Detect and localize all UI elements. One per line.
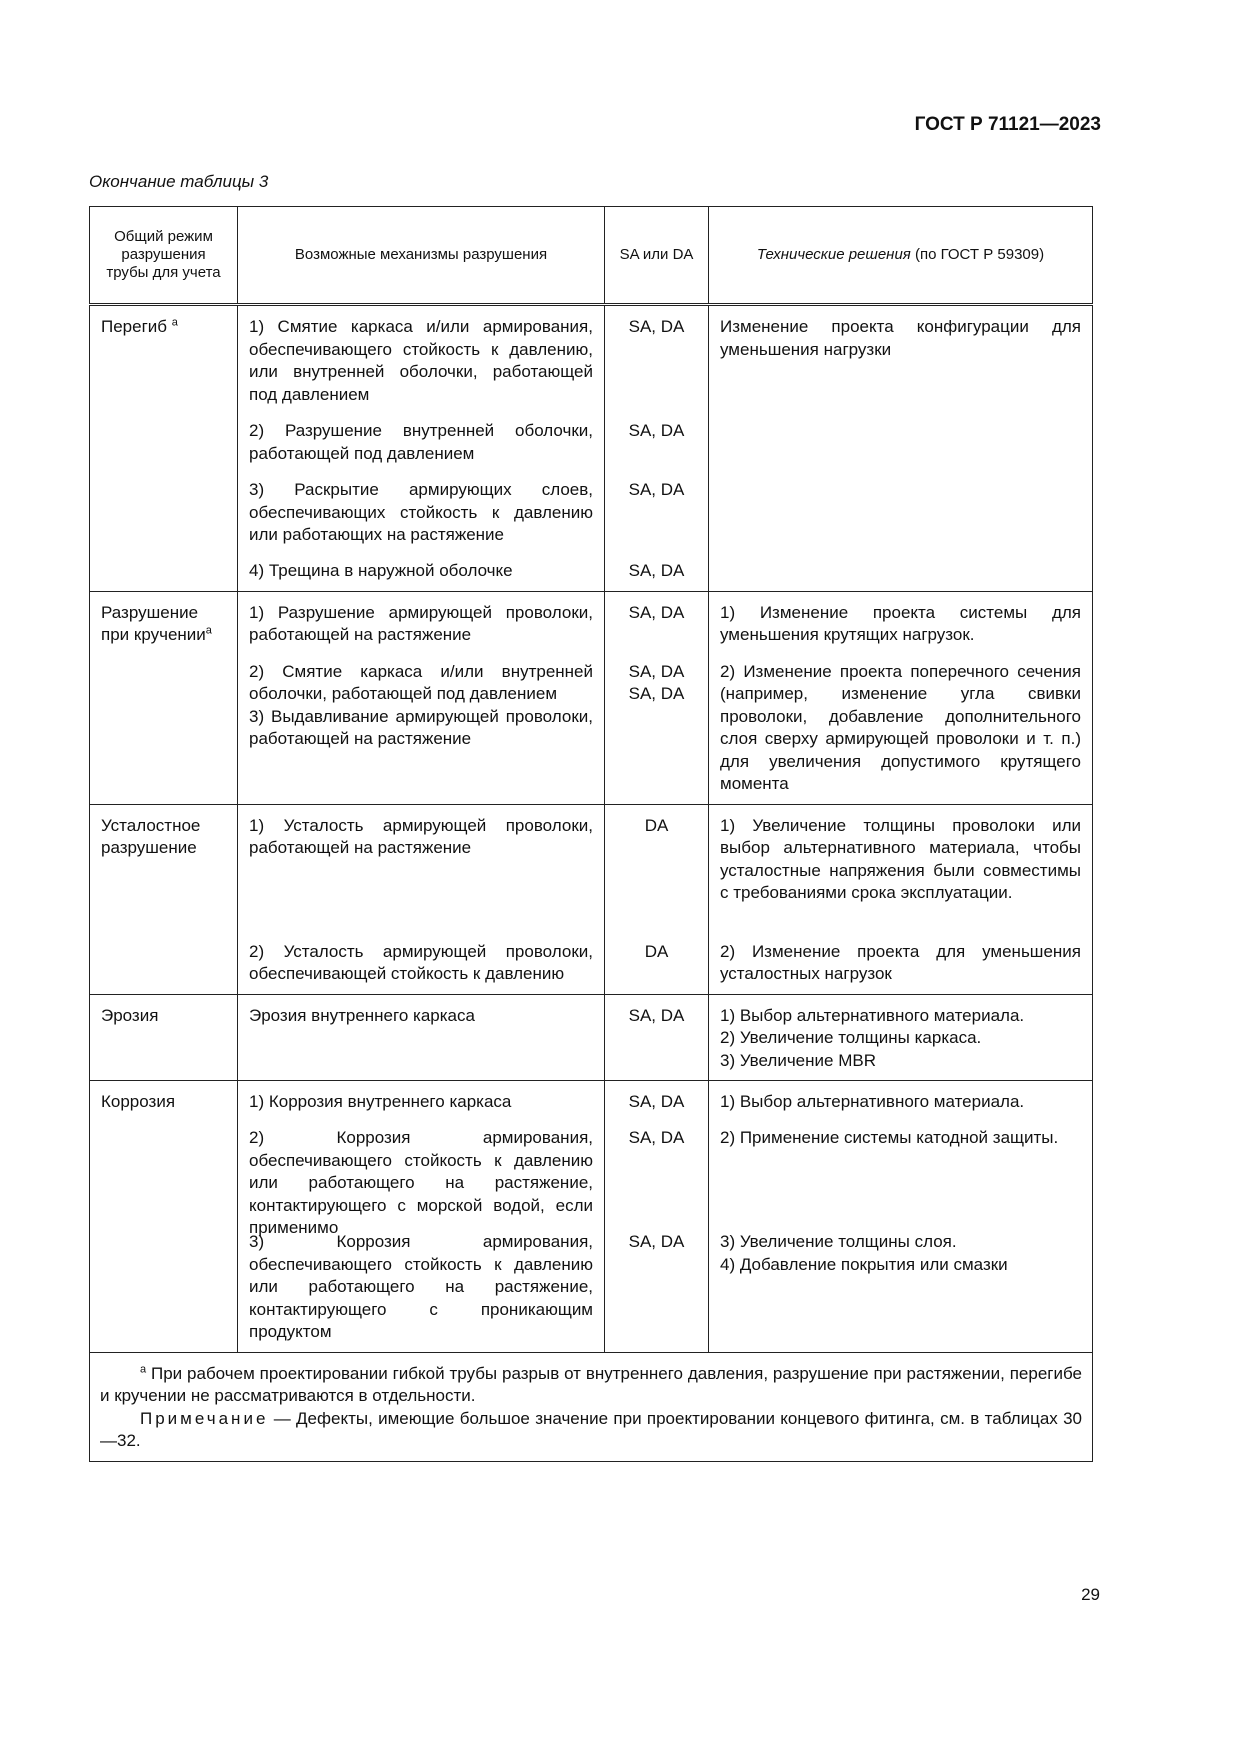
mechanism-item: 2) Разрушение внутренней оболочки, работающей под давлением: [249, 421, 593, 463]
solutions-cell: [709, 591, 1093, 804]
mode-cell: [90, 994, 238, 1081]
sa-da-value: SA, DA: [628, 480, 685, 499]
sa-da-value: SA, DA: [628, 1232, 685, 1251]
mechanism-item: 1) Коррозия внутреннего каркаса: [249, 1092, 512, 1111]
table-row-bending: [90, 305, 1093, 592]
table-header-row: [90, 207, 1093, 305]
solution-item: 2) Изменение проекта поперечного сечения (например, изменение угла свивки проволоки, добавление дополнительного слоя сверху армирующей проволоки и т. п.) для увеличения допустимого крутящего момента: [720, 661, 1081, 793]
document-code: ГОСТ Р 71121—2023: [914, 114, 1101, 135]
solutions-cell: [709, 1081, 1093, 1353]
sa-da-value: SA, DA: [628, 1092, 685, 1111]
solution-item: Изменение проекта конфигурации для уменьшения нагрузки: [720, 317, 1081, 359]
solution-item: 3) Увеличение толщины слоя.: [720, 1232, 957, 1251]
header-mode: Общий режим разрушения трубы для учета: [90, 207, 238, 305]
sa-da-value: SA, DA: [628, 602, 685, 622]
table-caption: Окончание таблицы 3: [89, 172, 269, 191]
mechanisms-cell: [238, 305, 605, 592]
solution-item: 1) Выбор альтернативного материала.: [720, 1005, 1025, 1025]
sa-da-value: SA, DA: [628, 1128, 685, 1147]
solution-item: 1) Выбор альтернативного материала.: [720, 1092, 1025, 1111]
mechanism-item: 1) Усталость армирующей проволоки, работающей на растяжение: [249, 815, 593, 857]
footnote-marker: a: [205, 624, 212, 637]
sa-da-value: SA, DA: [628, 661, 685, 681]
solution-item: 1) Изменение проекта системы для уменьшения крутящих нагрузок.: [720, 602, 1081, 644]
header-solutions-ref: (по ГОСТ Р 59309): [914, 246, 1045, 263]
table-notes-row: [90, 1352, 1093, 1461]
sa-da-cell: [605, 804, 709, 994]
mode-cell: [90, 591, 238, 804]
solution-item: 2) Применение системы катодной защиты.: [720, 1128, 1059, 1147]
sa-da-value: SA, DA: [628, 561, 685, 580]
note-text: — Дефекты, имеющие большое значение при проектировании концевого фитинга, см. в таблицах 30—32.: [100, 1408, 1082, 1450]
solution-item: 4) Добавление покрытия или смазки: [720, 1254, 1008, 1274]
footnote: [100, 1363, 1082, 1408]
mode-cell: [90, 305, 238, 592]
mechanism-item: 1) Смятие каркаса и/или армирования, обеспечивающего стойкость к давлению, или внутренней оболочки, работающей под давлением: [249, 317, 593, 404]
table-row-erosion: [90, 994, 1093, 1081]
sa-da-value: SA, DA: [628, 421, 685, 440]
mechanisms-cell: [238, 591, 605, 804]
mode-label: Перегиб: [101, 317, 168, 336]
mechanism-item: 3) Раскрытие армирующих слоев, обеспечивающих стойкость к давлению или работающих на растяжение: [249, 480, 593, 544]
solution-item: 1) Увеличение толщины проволоки или выбор альтернативного материала, чтобы усталостные напряжения были совместимы с требованиями срока эксплуатации.: [720, 815, 1081, 902]
header-sa-da: SA или DA: [605, 207, 709, 305]
mechanism-item: 2) Смятие каркаса и/или внутренней оболочки, работающей под давлением: [249, 661, 593, 703]
solutions-cell: [709, 804, 1093, 994]
sa-da-cell: [605, 1081, 709, 1353]
table-row-fatigue: [90, 804, 1093, 994]
footnote-marker: a: [171, 316, 178, 329]
mode-cell: [90, 804, 238, 994]
header-mechanisms: Возможные механизмы разрушения: [238, 207, 605, 305]
sa-da-cell: [605, 305, 709, 592]
footnote-text: При рабочем проектировании гибкой трубы разрыв от внутреннего давления, разрушение при растяжении, перегибе и кручении не рассматриваются в отдельности.: [100, 1363, 1082, 1405]
mechanisms-cell: [238, 1081, 605, 1353]
mechanisms-cell: [238, 804, 605, 994]
sa-da-value: DA: [644, 941, 669, 961]
header-solutions: [709, 207, 1093, 305]
note-label: Примечание: [140, 1408, 269, 1428]
mode-label: Коррозия: [101, 1092, 176, 1111]
mechanism-item: 2) Коррозия армирования, обеспечивающего стойкость к давлению или работающего на растяжение, контактирующего с морской водой, если применимо: [249, 1128, 593, 1237]
mechanisms-cell: [238, 994, 605, 1081]
mechanism-item: 3) Коррозия армирования, обеспечивающего стойкость к давлению или работающего на растяжение, контактирующего с проникающим продуктом: [249, 1232, 593, 1341]
sa-da-cell: [605, 994, 709, 1081]
header-solutions-prefix: Технические решения: [756, 246, 911, 263]
solutions-cell: [709, 994, 1093, 1081]
failure-modes-table: [89, 206, 1093, 1462]
sa-da-value: SA, DA: [628, 684, 685, 703]
solutions-cell: [709, 305, 1093, 592]
notes-cell: [90, 1352, 1093, 1461]
page-number: 29: [1081, 1585, 1100, 1604]
mode-label: Разрушение при кручении: [101, 602, 206, 644]
table-row-corrosion: [90, 1081, 1093, 1353]
mode-cell: [90, 1081, 238, 1353]
mechanism-item: 1) Разрушение армирующей проволоки, работающей на растяжение: [249, 602, 593, 644]
solution-item: 2) Изменение проекта для уменьшения усталостных нагрузок: [720, 941, 1081, 983]
sa-da-value: SA, DA: [628, 1005, 685, 1025]
mechanism-item: 4) Трещина в наружной оболочке: [249, 561, 513, 580]
sa-da-value: DA: [644, 815, 669, 835]
table-row-torsion: [90, 591, 1093, 804]
table-note: [100, 1408, 1082, 1453]
mode-label: Эрозия: [101, 1005, 159, 1025]
mechanism-item: 2) Усталость армирующей проволоки, обеспечивающей стойкость к давлению: [249, 941, 593, 983]
footnote-marker: a: [140, 1362, 147, 1375]
mechanism-item: 3) Выдавливание армирующей проволоки, работающей на растяжение: [249, 706, 593, 748]
sa-da-value: SA, DA: [628, 317, 685, 336]
mechanism-item: Эрозия внутреннего каркаса: [249, 1005, 475, 1025]
mode-label: Усталостное разрушение: [101, 815, 201, 857]
sa-da-cell: [605, 591, 709, 804]
solution-item: 2) Увеличение толщины каркаса.: [720, 1028, 982, 1047]
solution-item: 3) Увеличение MBR: [720, 1050, 876, 1070]
